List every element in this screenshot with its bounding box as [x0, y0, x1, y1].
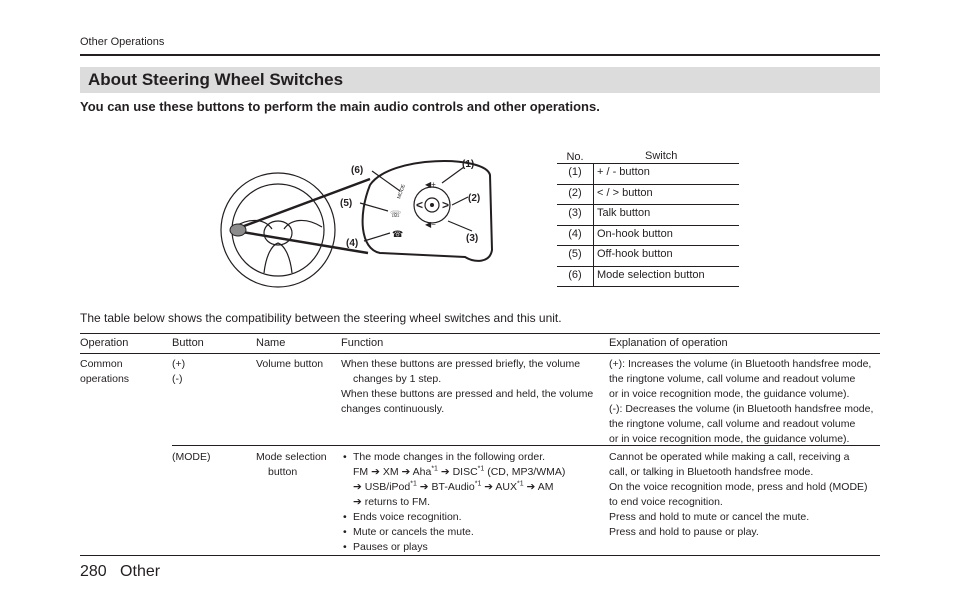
callout-3: (3)	[466, 233, 479, 244]
running-header: Other Operations	[80, 36, 165, 48]
table-row	[557, 185, 739, 206]
th-name: Name	[256, 337, 286, 349]
table-row	[557, 164, 739, 185]
row-switch: Talk button	[597, 207, 651, 219]
cell-mode-button: (MODE)	[172, 451, 211, 463]
volume-up-icon: ◀+	[425, 180, 436, 189]
compat-intro-text: The table below shows the compatibility between the steering wheel switches and this unit.	[80, 311, 562, 325]
row-no: (6)	[568, 268, 582, 281]
off-hook-icon: ☎	[392, 229, 404, 239]
cell-volume-name: Volume button	[256, 358, 324, 370]
callout-5: (5)	[340, 198, 353, 209]
left-arrow-icon: <	[416, 198, 424, 212]
row-switch: On-hook button	[597, 227, 673, 240]
on-hook-icon: ☏	[390, 209, 402, 219]
th-button: Button	[172, 337, 204, 349]
callout-6: (6)	[351, 165, 364, 176]
th-operation: Operation	[80, 337, 129, 349]
switch-table-header	[557, 149, 739, 164]
row-switch: Off-hook button	[597, 248, 673, 260]
footer-section: Other	[120, 563, 161, 580]
section-title-band	[80, 67, 880, 93]
row-no: (2)	[568, 186, 582, 199]
page-footer	[80, 563, 160, 581]
mode-label: MODE	[396, 183, 408, 200]
callout-2: (2)	[468, 193, 481, 204]
steering-wheel-figure	[220, 145, 500, 295]
talk-dot-icon	[430, 203, 434, 207]
header-switch: Switch	[645, 150, 678, 162]
page-number: 280	[80, 563, 107, 580]
th-explanation: Explanation of operation	[609, 337, 728, 349]
intro-text: You can use these buttons to perform the main audio controls and other operations.	[80, 99, 600, 114]
header-rule	[80, 54, 880, 56]
table-row	[557, 246, 739, 267]
cell-mode-function: • The mode changes in the following order. FM ➔ XM ➔ Aha$^{*1}$ ➔ DISC$^{*1}$ (CD, MP3/WMA) ➔ USB/iPod$^{*1}$ ➔ BT-Audio$^{*1}$ ➔ AUX$^{*1}$ ➔ AM ➔ returns to FM. • Ends voice recognition. • Mute or cancels the mute. • Pauses or plays	[341, 450, 565, 555]
callout-1: (1)	[462, 159, 475, 170]
callout-4: (4)	[346, 238, 359, 249]
row-switch: + / - button	[597, 166, 650, 178]
volume-down-icon: ◀−	[425, 220, 436, 229]
cell-mode-name: Mode selection button	[256, 451, 327, 478]
cell-volume-function: When these buttons are pressed briefly, the volume changes by 1 step. When these buttons are pressed and held, the volume changes continuously.	[341, 358, 594, 415]
row-no: (3)	[568, 207, 582, 219]
table-row	[557, 267, 739, 288]
table-row	[557, 205, 739, 226]
row-switch: Mode selection button	[597, 268, 705, 281]
row-no: (5)	[568, 248, 582, 260]
header-no: No.	[566, 151, 584, 163]
switch-table	[557, 149, 739, 287]
cell-operation: Common operations	[80, 358, 130, 385]
table-rule	[80, 555, 880, 556]
switch-area-highlight	[230, 224, 246, 236]
switch-pad-detail	[363, 161, 492, 261]
th-function: Function	[341, 337, 384, 349]
row-no: (1)	[568, 166, 582, 178]
table-rule	[172, 445, 880, 446]
right-arrow-icon: >	[442, 198, 450, 212]
table-row	[557, 226, 739, 247]
section-title: About Steering Wheel Switches	[88, 70, 344, 89]
table-rule	[80, 353, 880, 354]
cell-mode-explanation: Cannot be operated while making a call, receiving a call, or talking in Bluetooth handsfree mode. On the voice recognition mode, press and hold (MODE) to end voice recognition. Press and hold to mute or cancel the mute. Press and hold to pause or play.	[609, 451, 868, 538]
row-no: (4)	[568, 227, 582, 240]
table-rule	[80, 333, 880, 334]
cell-volume-buttons: (+) (-)	[172, 358, 186, 385]
row-switch: < / > button	[597, 186, 653, 199]
cell-volume-explanation: (+): Increases the volume (in Bluetooth handsfree mode, the ringtone volume, call volume and readout volume or in voice recognition mode, the guidance volume). (-): Decreases the volume (in Bluetooth handsfree mode, the ringtone volume, call volume and readout volume or in voice recognition mode, the guidance volume).	[609, 358, 874, 445]
